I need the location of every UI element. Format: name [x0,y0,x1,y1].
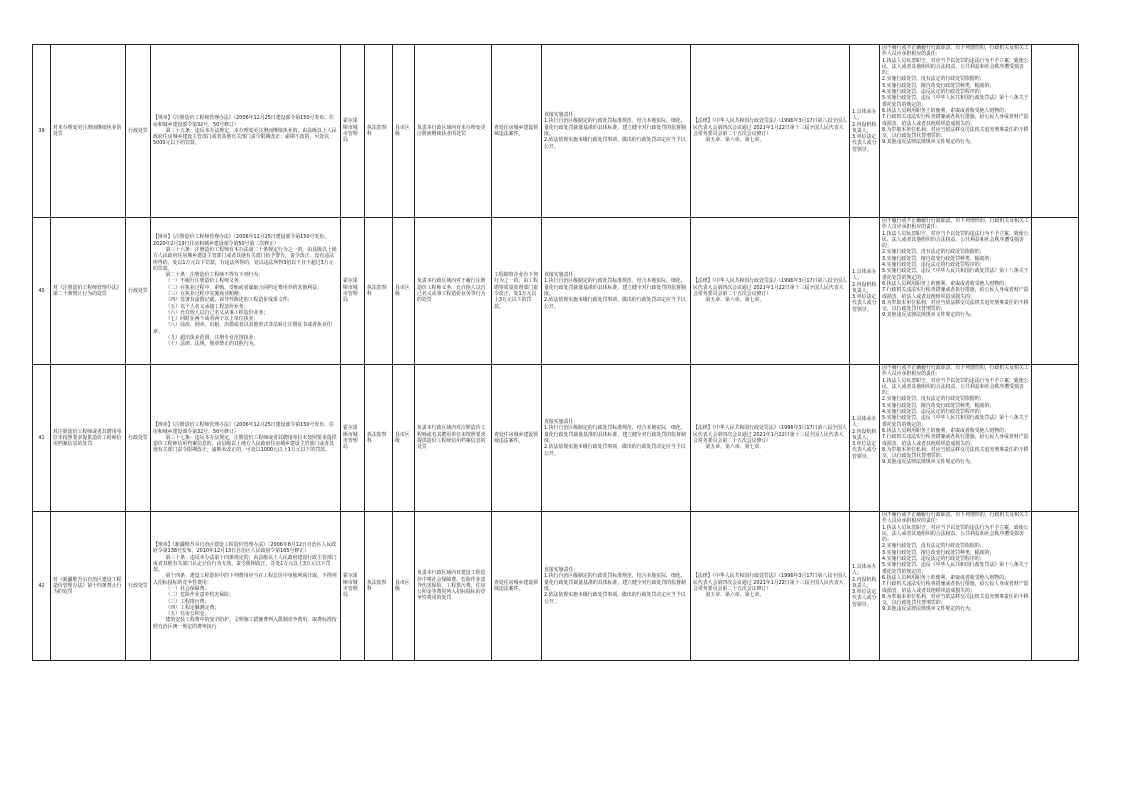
table-row [33,218,1079,365]
accountable-persons: 1.具体承办人； 2.内设机构负责人； 3.单位法定代表人或分管领导。 [850,365,880,512]
item-category: 行政处罚 [126,512,151,661]
item-name: 对注册造价工程师或者其聘用单位未按照要求提供造价工程师信用档案信息的处罚 [51,365,126,512]
implementing-dept: 执法监察科 [365,218,393,365]
accountable-persons: 1.具体承办人； 2.内设机构负责人； 3.单位法定代表人或分管领导。 [850,218,880,365]
item-name: 对《注册造价工程师管理办法》第二十条禁止行为的处罚 [51,218,126,365]
implementing-org: 霍尔果斯市城市管理局 [341,45,365,218]
remarks [1032,512,1079,661]
scope-of-duty: 负责本行政区域内对未办理变更注册而继续执业的处罚 [415,45,492,218]
legal-basis: 【规章】《新疆维吾尔自治区建设工程造价管理办法》（2006年8月12日自治区人民政府令第138号发布，2010年12月13日自治区人民政府令第165号修正） 第三十条：违反本办法第十四条规定的，由县级以上人民政府建设行政主管部门或者其他有关部门认定计价行为无效，责令限期改正，并处1万元以上3万元以下罚款。 第十四条：建设工程造价中的下列费用应当在工程总价中单独列项计取，不得列入招标投标的竞争性费用： （一）社会保障费； （二）危险作业意外伤害保险； （三）工程排污费； （四）工程定额测定费； （五）住房公积金。 建筑安装工程费中的安全防护、文明施工措施费列入限制竞争费用，取费标准按照自治区统一规定的费率执行 [151,512,341,661]
implementing-org: 霍尔果斯市城市管理局 [341,365,365,512]
item-category: 行政处罚 [126,365,151,512]
row-number: 42 [33,512,51,661]
row-number: 39 [33,45,51,218]
item-category: 行政处罚 [126,218,151,365]
legal-basis: 【规章】《注册造价工程师管理办法》（2006年12月25日建设部令第150号发布，住房和城乡建设部令第32号、50号修订） 第三十五条：违反本办法规定，未办理变更注册而继续执业的，由县级以上人民政府住房城乡建设主管部门或者其他有关部门责令限期改正；逾期不改的，可处以5000元以下的罚款。 [151,45,341,218]
item-category: 行政处罚 [126,45,151,218]
item-name: 对未办理变更注册而继续执业的处罚 [51,45,126,218]
implementing-org: 霍尔果斯市城市管理局 [341,218,365,365]
division-of-duty: 查处住房城乡建设领域违法案件。 [492,365,542,512]
legal-basis: 【规章】《注册造价工程师管理办法》（2006年12月25日建设部令第150号发布，住房和城乡建设部令第32号、50号修订） 第三十七条：违反本办法规定，注册造价工程师或者其聘用单位未按照要求提供造价工程师信用档案信息的，由县级以上地方人民政府住房城乡建设主管部门或者其他有关部门责令限期改正；逾期未改正的，可处以1000元以上1万元以下的罚款。 [151,365,341,512]
accountable-persons: 1.具体承办人； 2.内设机构负责人； 3.单位法定代表人或分管领导。 [850,512,880,661]
table-row [33,45,1079,218]
item-name: 对《新疆维吾尔自治区建设工程造价管理办法》第十四条禁止行为的处罚 [51,512,126,661]
liability-situations: 因不履行或不正确履行行政职责，有下列情形的，行政机关及相关工作人员应承担相应的责任： 1.执法人员玩忽职守，对应当予以处罚的违法行为不予立案，致使公民、法人或者其他组织的合法权益、公共利益和社会秩序遭受损害的； 2.实施行政处罚，没有法定的行政处罚依据的； 3.实施行政处罚，擅自改变行政处罚种类、幅度的； 4.实施行政处罚，违反法定的行政处罚程序的； 5.实施行政处罚，违反《中华人民共和国行政处罚法》第十八条关于委托处罚的规定的； 6.执法人员利用职务上的便利，索取或者收受他人财物的； 7.行政机关违法实行检查措施或者执行措施，给公民人身或者财产造成损害，给法人或者其他组织造成损失的； 8.为牟取本单位私利，对应当依法移交司法机关追究刑事责任的不移交，以行政处罚代替刑罚的； 9.其他违反法律法规规章文件规定的行为。 [880,512,1032,661]
scope-of-duty: 负责本行政区域内对注册造价工程师或者其聘用单位未按照要求提供造价工程师信用档案信息的处罚 [415,365,492,512]
exercise-level: 县市区级 [393,365,415,512]
accountability-basis: 【法律】《中华人民共和国行政处罚法》（1996年3月17日第八届全国人民代表大会第四次会议通过 2021年1月22日第十三届全国人民代表大会常务委员会第二十五次会议修订） 第五章、第六章、第七章。 [691,512,850,661]
scope-of-duty: 负责本行政区域内对不履行注册造价工程师义务、允许他人以自己名义从事工程造价业务等行为的处罚 [415,218,492,365]
exercise-level: 县市区级 [393,45,415,218]
division-of-duty: 工程勘察企业有下列行为之一的，由工程勘察质量监督部门责令改正，处1万元以上3万元以下的罚款。 [492,218,542,365]
exercise-level: 县市区级 [393,218,415,365]
implementing-dept: 执法监察科 [365,512,393,661]
legal-basis: 【规章】《注册造价工程师管理办法》（2006年12月25日建设部令第150号发布，2020年2月19日住房和城乡建设部令第50号第二次修正） 第三十六条：注册造价工程师有本办法第二十条规定行为之一的，由县级以上地方人民政府住房城乡建设主管部门或者其他有关部门给予警告，责令改正，没有违法所得的，处以1万元以下罚款，有违法所得的，处以违法所得3倍以下且不超过3万元的罚款。 第二十条：注册造价工程师不得有下列行为： （一）不履行注册造价工程师义务； （二）在执业过程中，索贿、受贿或者谋取合同约定费用外的其他利益； （三）在执业过程中实施商业贿赂； （四）签署有虚假记载、误导性陈述的工程造价成果文件； （五）以个人名义承接工程造价业务； （六）允许他人以自己名义从事工程造价业务； （七）同时在两个或者两个以上单位执业； （八）涂改、倒卖、出租、出借或者以其他形式非法转让注册证书或者执业印章； （九）超出执业范围、注册专业范围执业； （十）法律、法规、规章禁止的其他行为。 [151,218,341,365]
responsibility-table [32,44,1079,661]
document-sheet [32,44,1078,661]
table-row [33,512,1079,661]
remarks [1032,45,1079,218]
liability-situations: 因不履行或不正确履行行政职责，有下列情形的，行政机关及相关工作人员应承担相应的责任： 1.执法人员玩忽职守，对应当予以处罚的违法行为不予立案，致使公民、法人或者其他组织的合法权益、公共利益和社会秩序遭受损害的； 2.实施行政处罚，没有法定的行政处罚依据的； 3.实施行政处罚，擅自改变行政处罚种类、幅度的； 4.实施行政处罚，违反法定的行政处罚程序的； 5.实施行政处罚，违反《中华人民共和国行政处罚法》第十八条关于委托处罚的规定的； 6.执法人员利用职务上的便利，索取或者收受他人财物的； 7.行政机关违法实行检查措施或者执行措施，给公民人身或者财产造成损害，给法人或者其他组织造成损失的； 8.为牟取本单位私利，对应当依法移交司法机关追究刑事责任的不移交，以行政处罚代替刑罚的； 9.其他违反法律法规规章文件规定的行为。 [880,365,1032,512]
remarks [1032,218,1079,365]
implementing-org: 霍尔果斯市城市管理局 [341,512,365,661]
liability-situations: 因不履行或不正确履行行政职责，有下列情形的，行政机关及相关工作人员应承担相应的责任： 1.执法人员玩忽职守，对应当予以处罚的违法行为不予立案，致使公民、法人或者其他组织的合法权益、公共利益和社会秩序遭受损害的； 2.实施行政处罚，没有法定的行政处罚依据的； 3.实施行政处罚，擅自改变行政处罚种类、幅度的； 4.实施行政处罚，违反法定的行政处罚程序的； 5.实施行政处罚，违反《中华人民共和国行政处罚法》第十八条关于委托处罚的规定的； 6.执法人员利用职务上的便利，索取或者收受他人财物的； 7.行政机关违法实行检查措施或者执行措施，给公民人身或者财产造成损害，给法人或者其他组织造成损失的； 8.为牟取本单位私利，对应当依法移交司法机关追究刑事责任的不移交，以行政处罚代替刑罚的； 9.其他违反法律法规规章文件规定的行为。 [880,218,1032,365]
implementing-dept: 执法监察科 [365,45,393,218]
implementation-duties: 直接实施责任： 1.执行自治区级制定的行政处罚标准规范，结合本地实际，细化、量化行政处罚裁量基准的具体标准，建立健全对行政处罚的监督制度。 2.依法依规实施本级行政处罚事项，做出的行政处罚决定应当予以公开。 [542,365,691,512]
liability-situations: 因不履行或不正确履行行政职责，有下列情形的，行政机关及相关工作人员应承担相应的责任： 1.执法人员玩忽职守，对应当予以处罚的违法行为不予立案，致使公民、法人或者其他组织的合法权益、公共利益和社会秩序遭受损害的； 2.实施行政处罚，没有法定的行政处罚依据的； 3.实施行政处罚，擅自改变行政处罚种类、幅度的； 4.实施行政处罚，违反法定的行政处罚程序的； 5.实施行政处罚，违反《中华人民共和国行政处罚法》第十八条关于委托处罚的规定的； 6.执法人员利用职务上的便利，索取或者收受他人财物的； 7.行政机关违法实行检查措施或者执行措施，给公民人身或者财产造成损害，给法人或者其他组织造成损失的； 8.为牟取本单位私利，对应当依法移交司法机关追究刑事责任的不移交，以行政处罚代替刑罚的； 9.其他违反法律法规规章文件规定的行为。 [880,45,1032,218]
accountability-basis: 【法律】《中华人民共和国行政处罚法》（1996年3月17日第八届全国人民代表大会第四次会议通过 2021年1月22日第十三届全国人民代表大会常务委员会第二十五次会议修订） 第五章、第六章、第七章。 [691,365,850,512]
remarks [1032,365,1079,512]
table-row [33,365,1079,512]
scope-of-duty: 负责本行政区域内对建设工程造价中将社会保障费、危险作业意外伤害保险、工程排污费、住房公积金等费用列入招标投标的竞争性费用的处罚 [415,512,492,661]
accountability-basis: 【法律】《中华人民共和国行政处罚法》（1996年3月17日第八届全国人民代表大会第四次会议通过 2021年1月22日第十三届全国人民代表大会常务委员会第二十五次会议修订） 第五章、第六章、第七章。 [691,45,850,218]
implementing-dept: 执法监察科 [365,365,393,512]
row-number: 40 [33,218,51,365]
row-number: 41 [33,365,51,512]
accountable-persons: 1.具体承办人； 2.内设机构负责人； 3.单位法定代表人或分管领导。 [850,45,880,218]
exercise-level: 县市区级 [393,512,415,661]
implementation-duties: 直接实施责任： 1.执行自治区级制定的行政处罚标准规范，结合本地实际，细化、量化行政处罚裁量基准的具体标准，建立健全对行政处罚的监督制度。 2.依法依规实施本级行政处罚事项，做出的行政处罚决定应当予以公开。 [542,218,691,365]
division-of-duty: 查处住房城乡建设领域违法案件。 [492,512,542,661]
implementation-duties: 直接实施责任： 1.执行自治区级制定的行政处罚标准规范，结合本地实际，细化、量化行政处罚裁量基准的具体标准，建立健全对行政处罚的监督制度。 2.依法依规实施本级行政处罚事项，做出的行政处罚决定应当予以公开。 [542,45,691,218]
division-of-duty: 查处住房城乡建设领域违法案件。 [492,45,542,218]
accountability-basis: 【法律】《中华人民共和国行政处罚法》（1996年3月17日第八届全国人民代表大会第四次会议通过 2021年1月22日第十三届全国人民代表大会常务委员会第二十五次会议修订） 第五章、第六章、第七章。 [691,218,850,365]
implementation-duties: 直接实施责任： 1.执行自治区级制定的行政处罚标准规范，结合本地实际，细化、量化行政处罚裁量基准的具体标准，建立健全对行政处罚的监督制度。 2.依法依规实施本级行政处罚事项，做出的行政处罚决定应当予以公开。 [542,512,691,661]
